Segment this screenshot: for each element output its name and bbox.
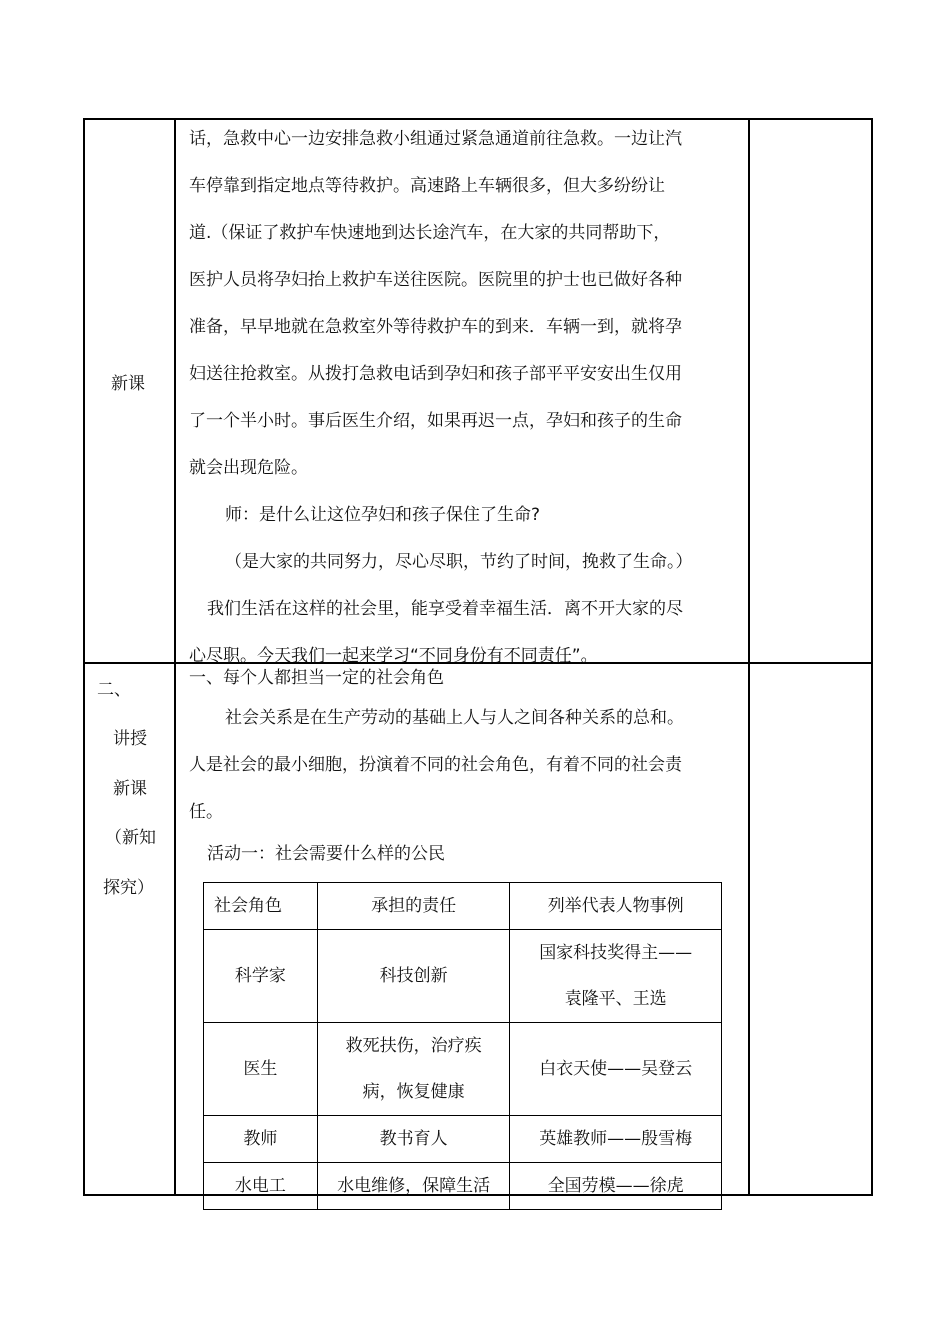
body-line: 社会关系是在生产劳动的基础上人与人之间各种关系的总和。 xyxy=(225,708,684,728)
cell-line: 袁隆平、王选 xyxy=(564,989,667,1009)
body-line: 道.（保证了救护车快速地到达长途汽车，在大家的共同帮助下， xyxy=(189,223,671,243)
table-cell-example xyxy=(510,930,722,1023)
table-header-row xyxy=(204,883,722,930)
body-line: 准备，早早地就在急救室外等待救护车的到来．车辆一到，就将孕 xyxy=(189,317,682,337)
body-line: 人是社会的最小细胞，扮演着不同的社会角色，有着不同的社会责 xyxy=(189,755,682,775)
row2-label-line: 二、 xyxy=(97,680,131,700)
table-header-cell: 社会角色 xyxy=(204,883,318,930)
body-line: 心尽职。今天我们一起来学习“不同身份有不同责任”。 xyxy=(189,646,598,666)
lesson-table xyxy=(83,118,873,1196)
body-line: 我们生活在这样的社会里，能享受着幸福生活．离不开大家的尽 xyxy=(207,599,683,619)
row2-label-line: （新知 xyxy=(105,828,156,848)
body-line: （是大家的共同努力，尽心尽职，节约了时间，挽救了生命。） xyxy=(225,552,693,572)
cell-line: 救死扶伤，治疗疾 xyxy=(345,1036,482,1056)
table-cell-duty: 教书育人 xyxy=(317,1116,510,1163)
table-cell-duty xyxy=(317,1023,510,1116)
table-cell-example: 全国劳模——徐虎 xyxy=(510,1163,722,1210)
section-heading: 一、每个人都担当一定的社会角色 xyxy=(189,668,444,688)
row2-label-line: 探究） xyxy=(103,878,154,898)
body-line: 就会出现危险。 xyxy=(189,458,308,478)
table-cell-role: 医生 xyxy=(204,1023,318,1116)
body-line: 师：是什么让这位孕妇和孩子保住了生命? xyxy=(225,505,541,525)
body-line: 了一个半小时。事后医生介绍，如果再迟一点，孕妇和孩子的生命 xyxy=(189,411,682,431)
row2-body xyxy=(189,695,749,836)
roles-table xyxy=(203,882,722,1210)
column-divider-1 xyxy=(174,120,176,1194)
table-cell-duty: 科技创新 xyxy=(317,930,510,1023)
body-line: 车停靠到指定地点等待救护。高速路上车辆很多，但大多纷纷让 xyxy=(189,176,665,196)
table-cell-role: 水电工 xyxy=(204,1163,318,1210)
table-header-cell: 承担的责任 xyxy=(317,883,510,930)
table-row xyxy=(204,930,722,1023)
table-cell-duty: 水电维修，保障生活 xyxy=(317,1163,510,1210)
body-line: 妇送往抢救室。从拨打急救电话到孕妇和孩子部平平安安出生仅用 xyxy=(189,364,682,384)
table-cell-role: 教师 xyxy=(204,1116,318,1163)
table-row xyxy=(204,1163,722,1210)
row1-body xyxy=(189,116,749,680)
table-cell-role: 科学家 xyxy=(204,930,318,1023)
table-row xyxy=(204,1116,722,1163)
body-line: 任。 xyxy=(189,802,223,822)
cell-line: 病，恢复健康 xyxy=(362,1082,465,1102)
cell-line: 国家科技奖得主—— xyxy=(539,943,693,963)
row1-label: 新课 xyxy=(111,374,145,394)
body-line: 话，急救中心一边安排急救小组通过紧急通道前往急救。一边让汽 xyxy=(189,129,682,149)
row2-label-line: 新课 xyxy=(113,779,147,799)
row2-label-line: 讲授 xyxy=(113,729,147,749)
table-cell-example: 白衣天使——吴登云 xyxy=(510,1023,722,1116)
table-row xyxy=(204,1023,722,1116)
table-cell-example: 英雄教师——殷雪梅 xyxy=(510,1116,722,1163)
activity-title: 活动一：社会需要什么样的公民 xyxy=(207,844,445,864)
body-line: 医护人员将孕妇抬上救护车送往医院。医院里的护士也已做好各种 xyxy=(189,270,682,290)
table-header-cell: 列举代表人物事例 xyxy=(510,883,722,930)
